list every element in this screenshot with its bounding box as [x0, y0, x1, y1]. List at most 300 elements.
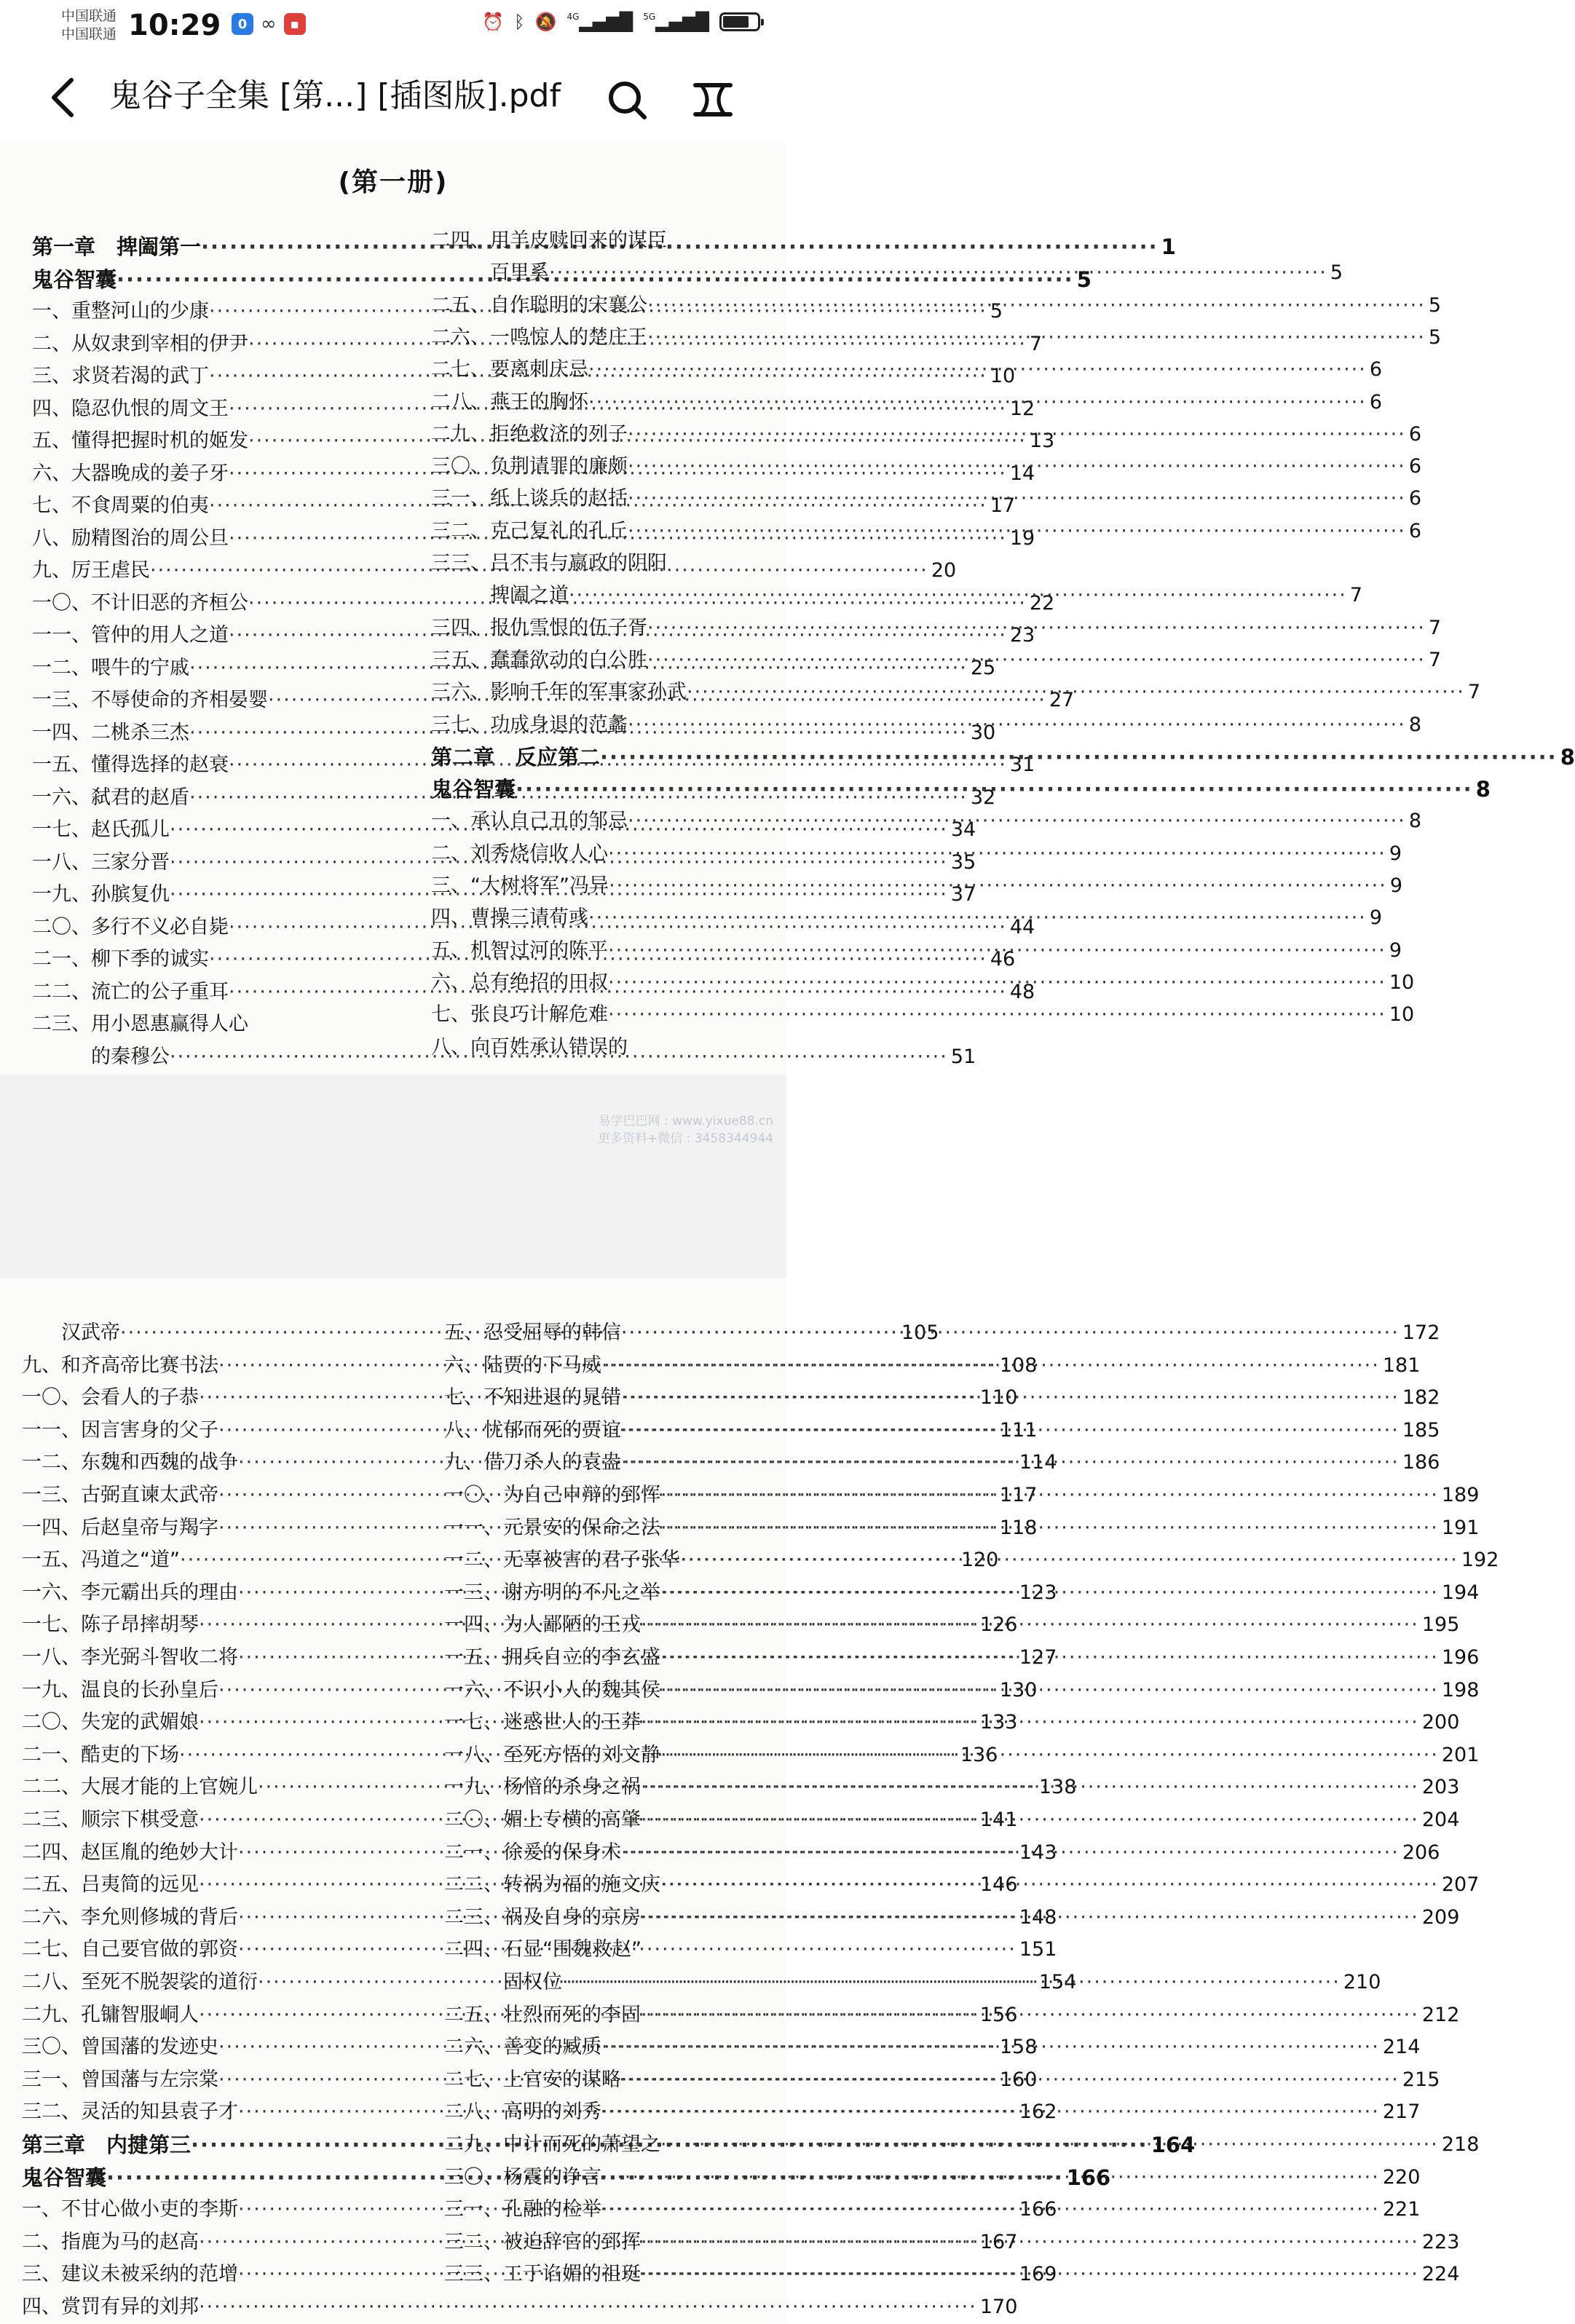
dot-leader	[248, 1008, 386, 1041]
toc-page-number: 110	[979, 1386, 1018, 1410]
toc-page-number: 136	[960, 1743, 998, 1766]
search-button[interactable]	[601, 74, 652, 125]
dot-leader	[621, 2063, 1400, 2097]
toc-entry[interactable]	[444, 1933, 808, 1967]
dot-leader	[647, 612, 1426, 645]
toc-page-number: 154	[1038, 1971, 1077, 1993]
toc-page-number: 7	[1349, 584, 1363, 607]
toc-entry-title: 一八、李光弼斗智收二将	[22, 1646, 238, 1669]
toc-page-number: 221	[1382, 2198, 1421, 2221]
toc-page-number: 218	[1441, 2133, 1480, 2156]
toc-page-number: 51	[950, 1045, 976, 1068]
carrier-labels	[61, 7, 117, 44]
toc-entry-title: 一三、谢方明的不凡之举	[444, 1581, 660, 1604]
toc-entry-title: 一〇、为自己申辩的郅恽	[444, 1484, 660, 1506]
toc-entry-title: 二〇、多行不义必自毙	[32, 915, 229, 938]
dot-leader	[628, 482, 1406, 515]
dot-leader	[680, 1544, 1458, 1577]
dot-leader	[621, 1414, 1400, 1447]
toc-entry-title: 三三、吕不韦与嬴政的阴阳	[431, 552, 667, 574]
toc-entry-title: 二五、自作聪明的宋襄公	[431, 293, 647, 317]
toc-entry-title: 一七、陈子昂摔胡琴	[22, 1613, 199, 1637]
dot-leader	[628, 450, 1406, 483]
toc-entry-title: 三、建议未被采纳的范增	[22, 2263, 238, 2286]
toc-page-number: 167	[979, 2230, 1018, 2253]
more-menu-button[interactable]	[687, 74, 738, 125]
toc-page-number: 215	[1402, 2068, 1440, 2091]
toc-page-number: 5	[1428, 293, 1442, 317]
toc-page-number: 7	[1428, 648, 1442, 671]
toc-page-number: 9	[1389, 874, 1403, 897]
toc-page-number: 48	[1009, 980, 1035, 1003]
toc-page-number	[807, 224, 810, 258]
toc-entry-title: 二〇、失宠的武媚娘	[22, 1711, 199, 1734]
dot-leader	[641, 1771, 1419, 1804]
signal-icon-1: $^{4G}$▂▄▆█	[567, 12, 633, 32]
link-icon: ∞	[261, 13, 277, 35]
toc-entry-title: 汉武帝	[22, 1321, 120, 1344]
toc-page-number: 6	[1408, 422, 1422, 446]
dot-leader	[641, 2258, 1419, 2291]
toc-page-number: 17	[990, 494, 1016, 517]
toc-page-number: 25	[970, 656, 996, 679]
toc-entry-title: 二三、用小恩惠赢得人心	[32, 1013, 248, 1035]
toc-entry-title: 一五、懂得选择的赵衰	[32, 754, 229, 776]
toc-entry-title: 一六、弑君的赵盾	[32, 786, 189, 809]
volume-title: (第一册)	[338, 167, 449, 197]
toc-entry-title: 鬼谷智囊	[431, 777, 516, 802]
toc-entry-title: 三六、影响千年的军事家孙武	[431, 681, 687, 704]
toc-page-number: 169	[1019, 2263, 1057, 2286]
toc-entry-title: 二八、至死不脱袈裟的道衍	[22, 1971, 258, 1993]
toc-page-number: 8	[1475, 777, 1491, 802]
toc-page-number: 34	[950, 818, 976, 841]
toc-entry-title: 二六、一鸣惊人的楚庄王	[431, 325, 647, 349]
dot-leader	[608, 837, 1386, 871]
toc-page-number: 191	[1441, 1516, 1480, 1539]
toc-entry[interactable]	[431, 289, 1442, 323]
toc-page-number: 8	[1408, 713, 1422, 736]
dot-leader	[621, 1381, 1400, 1415]
toc-entry-title: 一一、元景安的保命之法	[444, 1516, 660, 1539]
network-type-1: 4G	[567, 12, 580, 22]
pdf-page-2[interactable]	[0, 1278, 1499, 2323]
toc-entry-title: 二八、高明的刘秀	[444, 2100, 601, 2124]
toc-page-number: 217	[1382, 2100, 1421, 2124]
dot-leader	[628, 708, 1406, 742]
dot-leader	[647, 644, 1426, 677]
toc-page-number: 6	[1408, 519, 1422, 542]
toc-entry-title: 一九、温良的长孙皇后	[22, 1678, 218, 1702]
toc-entry-title: 二、刘秀烧信收人心	[431, 842, 608, 865]
notification-icons	[232, 13, 306, 35]
dot-leader	[628, 805, 1406, 838]
dot-leader	[687, 676, 1465, 709]
toc-entry[interactable]	[22, 2291, 1018, 2324]
dot-leader	[549, 256, 1327, 290]
toc-entry-title: 一四、二桃杀三杰	[32, 721, 189, 744]
toc-page-number: 120	[960, 1549, 999, 1572]
toc-page-number: 181	[1382, 1353, 1421, 1377]
toc-page-number: 5	[990, 300, 1003, 323]
toc-entry-title: 三一、曾国藩与左宗棠	[22, 2068, 218, 2091]
red-app-icon: ▪	[284, 13, 306, 35]
toc-entry-title: 一八、至死方悟的刘文静	[444, 1743, 660, 1766]
dot-leader	[588, 353, 1367, 387]
toc-page-number: 1	[1161, 234, 1176, 259]
toc-entry-title: 三、求贤若渴的武丁	[32, 365, 209, 387]
toc-entry-title: 九、借刀杀人的袁盎	[444, 1451, 621, 1474]
toc-page-number	[386, 1008, 389, 1041]
toc-entry-title: 七、不知进退的晁错	[444, 1386, 621, 1410]
dot-leader	[609, 869, 1387, 903]
dot-leader	[516, 772, 1473, 806]
toc-entry-title: 二六、善变的臧质	[444, 2036, 601, 2059]
dot-leader	[601, 2161, 1380, 2194]
toc-entry-title: 第三章 内揵第三	[22, 2133, 192, 2157]
dot-leader	[608, 966, 1386, 1000]
toc-page-number: 105	[901, 1321, 939, 1344]
dot-leader	[588, 386, 1367, 419]
toc-entry[interactable]	[32, 1008, 389, 1041]
toc-page-number: 138	[1038, 1776, 1077, 1799]
toc-page-number: 166	[1066, 2165, 1111, 2190]
toc-page-number: 6	[1408, 455, 1422, 478]
back-button[interactable]	[33, 68, 92, 127]
toc-entry-title: 五、机智过河的陈平	[431, 938, 608, 962]
toc-page-number: 207	[1441, 1873, 1480, 1897]
dot-leader	[660, 1674, 1439, 1707]
toc-page-number: 206	[1402, 1841, 1440, 1864]
toc-entry-title: 九、和齐高帝比赛书法	[22, 1353, 218, 1377]
toc-page-number: 192	[1461, 1549, 1499, 1572]
toc-page-number: 204	[1421, 1809, 1460, 1831]
dot-leader	[667, 224, 807, 258]
toc-entry-title: 三〇、曾国藩的发迹史	[22, 2036, 218, 2059]
toc-page-number: 8	[1408, 810, 1422, 833]
toc-entry-title: 一、重整河山的少康	[32, 300, 209, 323]
toc-entry-title: 一七、赵氏孤儿	[32, 818, 170, 841]
toc-entry[interactable]	[431, 998, 1415, 1032]
toc-entry-title: 三五、蠢蠢欲动的白公胜	[431, 648, 647, 671]
toc-entry-title: 第二章 反应第二	[431, 744, 601, 770]
watermark-line-2: 更多资料+微信 : 3458344944	[598, 1131, 773, 1146]
dot-leader	[601, 1349, 1380, 1383]
dot-leader	[647, 321, 1426, 355]
toc-entry-title: 三四、报仇雪恨的伍子胥	[431, 616, 647, 639]
toc-page-number: 162	[1019, 2100, 1057, 2124]
toc-entry-title: 二二、流亡的公子重耳	[32, 980, 229, 1003]
status-bar	[0, 0, 786, 52]
toc-page-number: 118	[999, 1516, 1038, 1539]
toc-page-number: 214	[1382, 2036, 1421, 2059]
toc-entry-title: 三三、工于谄媚的祖珽	[444, 2263, 641, 2286]
carrier-2: 中国联通	[61, 26, 117, 42]
dot-leader	[641, 1901, 1419, 1934]
toc-page-number: 14	[1009, 462, 1035, 485]
toc-entry-title: 二六、李允则修城的背后	[22, 1905, 238, 1929]
toc-page-number: 158	[999, 2036, 1038, 2059]
toc-page-number: 27	[1049, 689, 1075, 711]
toc-entry-title: 一二、无辜被害的君子张华	[444, 1549, 680, 1572]
toc-entry-title: 二二、大展才能的上官婉儿	[22, 1776, 258, 1799]
toc-entry-title: 二、指鹿为马的赵高	[22, 2230, 199, 2253]
dot-leader	[600, 740, 1558, 774]
toc-entry-title: 一三、不辱使命的齐相晏婴	[32, 689, 268, 711]
toc-page-number: 160	[999, 2068, 1038, 2091]
toc-page-number: 37	[950, 883, 976, 906]
toc-entry-title: 六、大器晚成的姜子牙	[32, 462, 229, 485]
toc-entry-title: 一〇、会看人的子恭	[22, 1386, 199, 1410]
toc-entry-title: 一〇、不计旧恶的齐桓公	[32, 591, 248, 614]
toc-page-number: 198	[1441, 1678, 1480, 1702]
toc-page-number: 7	[1029, 332, 1043, 355]
toc-page-number: 186	[1402, 1451, 1440, 1474]
toc-entry-title: 的秦穆公	[32, 1045, 170, 1068]
toc-entry[interactable]	[431, 321, 1442, 355]
dot-leader	[641, 1706, 1419, 1739]
toc-entry-title: 一九、孙膑复仇	[32, 883, 170, 906]
toc-entry-title: 三一、纸上谈兵的赵括	[431, 487, 628, 510]
toc-entry-title: 三、“大树将军”冯异	[431, 874, 609, 897]
toc-entry-title: 二三、顺宗下棋受意	[22, 1809, 199, 1831]
toc-page-number: 9	[1389, 842, 1402, 865]
toc-entry-title: 二一、徐爰的保身术	[444, 1841, 621, 1864]
toc-page-number: 170	[979, 2296, 1018, 2318]
toc-page-number: 9	[1369, 906, 1383, 930]
toc-entry-title: 三二、被迫辞官的郅挥	[444, 2230, 641, 2253]
dot-leader	[642, 1933, 805, 1967]
toc-entry-title: 三〇、杨震的诤言	[444, 2165, 601, 2189]
toc-page-number: 8	[1560, 744, 1575, 770]
toc-page-number: 201	[1441, 1743, 1480, 1766]
toc-page-number: 114	[1019, 1451, 1057, 1474]
toc-page-number: 182	[1402, 1386, 1440, 1410]
toc-entry-title: 三一、孔融的检举	[444, 2198, 601, 2221]
toc-entry-title: 二九、孔镛智服峒人	[22, 2003, 199, 2026]
toc-page-number: 166	[1019, 2198, 1057, 2221]
toc-page-number: 203	[1421, 1776, 1460, 1799]
dot-leader	[660, 1511, 1439, 1545]
toc-entry-title: 二四、石显“围魏救赵”	[444, 1938, 642, 1961]
toc-entry-title: 二四、用羊皮赎回来的谋臣	[431, 229, 667, 252]
toc-entry-title: 一三、古弼直谏太武帝	[22, 1484, 218, 1506]
toc-entry-title: 三二、灵活的知县袁子才	[22, 2100, 238, 2124]
toc-entry-title: 二〇、媚上专横的高肇	[444, 1809, 641, 1831]
toc-entry-title: 二一、柳下季的诚实	[32, 948, 209, 971]
dot-leader	[628, 1031, 807, 1064]
toc-entry-title: 一四、后赵皇帝与羯字	[22, 1516, 218, 1539]
toc-page-number: 189	[1441, 1484, 1480, 1506]
dot-leader	[199, 2291, 977, 2324]
toc-page-number: 46	[990, 948, 1016, 971]
toc-page-number: 20	[931, 559, 957, 582]
toc-page-number: 195	[1421, 1613, 1460, 1637]
toc-entry-title: 三〇、负荆请罪的廉颇	[431, 455, 628, 478]
toc-entry-title: 一、承认自己丑的邹忌	[431, 810, 628, 833]
toc-entry-title: 第一章 捭阖第一	[32, 234, 202, 259]
toc-entry-title: 八、向百姓承认错误的	[431, 1035, 628, 1059]
pdf-page-1[interactable]	[0, 143, 1575, 1075]
dot-leader	[660, 2128, 1439, 2162]
dot-leader	[628, 515, 1406, 548]
toc-page-number: 146	[979, 1873, 1018, 1897]
toc-page-number: 172	[1402, 1321, 1440, 1344]
toc-entry-title: 一、不甘心做小吏的李斯	[22, 2198, 238, 2221]
dot-leader	[621, 1446, 1400, 1479]
toc-page-number: 10	[1389, 971, 1415, 994]
dot-leader	[647, 289, 1426, 323]
toc-entry-title: 固权位	[444, 1971, 562, 1993]
toc-entry-title: 二二、转祸为福的施文庆	[444, 1873, 660, 1897]
toc-entry-title: 一七、迷惑世人的王莽	[444, 1711, 641, 1734]
toc-page-number: 126	[979, 1613, 1018, 1637]
toc-page-number: 133	[979, 1711, 1018, 1734]
dot-leader	[667, 547, 807, 580]
toc-page-number: 143	[1019, 1841, 1057, 1864]
toc-entry-title: 一一、管仲的用人之道	[32, 624, 229, 647]
toc-page-number: 5	[1330, 261, 1343, 285]
alarm-icon: ⏰	[482, 12, 505, 32]
toc-page-number	[807, 1031, 810, 1064]
dot-leader	[660, 1479, 1439, 1512]
document-title: 鬼谷子全集 [第...] [插图版].pdf	[109, 77, 561, 114]
toc-entry-title: 二、从奴隶到宰相的伊尹	[32, 332, 248, 355]
toc-page-number: 209	[1421, 1905, 1460, 1929]
toc-entry-title: 二七、自己要官做的郭资	[22, 1938, 238, 1961]
toc-entry[interactable]	[431, 547, 810, 580]
toc-page-number: 185	[1402, 1418, 1440, 1442]
toc-entry[interactable]	[431, 224, 810, 258]
watermark-line-1: 易学巴巴网 : www.yixue88.cn	[598, 1114, 773, 1129]
toc-entry[interactable]	[431, 256, 1343, 290]
toc-entry-title: 三二、克己复礼的孔丘	[431, 519, 628, 542]
dot-leader	[641, 1999, 1419, 2032]
toc-entry-title: 一五、冯道之“道”	[22, 1549, 180, 1572]
toc-entry-title: 二五、吕夷简的远见	[22, 1873, 199, 1897]
toc-page-number: 156	[979, 2003, 1018, 2026]
toc-entry-title: 五、懂得把握时机的姬发	[32, 430, 248, 452]
toc-entry-title: 四、隐忍仇恨的周文王	[32, 397, 229, 420]
toc-page-number: 31	[1009, 754, 1035, 776]
toc-entry-title: 二九、中计而死的萧望之	[444, 2133, 660, 2156]
toc-page-number: 123	[1019, 1581, 1057, 1604]
toc-page-number: 19	[1009, 526, 1035, 550]
toc-page-number: 108	[999, 1353, 1038, 1377]
dot-leader	[621, 1836, 1400, 1870]
toc-page-number: 10	[990, 365, 1016, 387]
menu-icon	[691, 78, 735, 122]
toc-page-number: 23	[1009, 624, 1035, 647]
toc-page-number: 164	[1150, 2133, 1196, 2157]
toc-entry-title: 七、不食周粟的伯夷	[32, 494, 209, 517]
toc-page-number: 44	[1009, 915, 1035, 938]
toc-page-number: 151	[1019, 1938, 1057, 1961]
toc-entry-title: 一二、东魏和西魏的战争	[22, 1451, 238, 1474]
toc-page-number: 5	[1076, 266, 1092, 292]
toc-entry-title: 鬼谷智囊	[32, 266, 117, 292]
toc-entry-title: 二八、燕王的胸怀	[431, 390, 588, 414]
toc-page-number: 7	[1467, 681, 1481, 704]
toc-page-number: 6	[1369, 390, 1383, 414]
dot-leader	[621, 1316, 1400, 1350]
toc-page-number: 5	[1428, 325, 1442, 349]
watermark-text	[598, 1112, 773, 1147]
toc-page-number: 141	[979, 1809, 1018, 1831]
toc-page-number: 224	[1421, 2263, 1460, 2286]
toc-page-number: 6	[1369, 358, 1383, 382]
dot-leader	[601, 2031, 1380, 2064]
toc-entry-title: 一四、为人鄙陋的王戎	[444, 1613, 641, 1637]
toc-entry-title: 二七、要离刺庆忌	[431, 358, 588, 382]
toc-page-number: 223	[1421, 2230, 1460, 2253]
toc-page-number: 200	[1421, 1711, 1460, 1734]
toc-entry-title: 九、厉王虐民	[32, 559, 150, 582]
toc-page-number: 127	[1019, 1646, 1057, 1669]
toc-entry-title: 二五、壮烈而死的李固	[444, 2003, 641, 2026]
toc-entry-title: 一六、李元霸出兵的理由	[22, 1581, 238, 1604]
dot-leader	[569, 579, 1347, 612]
toc-page-number: 22	[1029, 591, 1055, 614]
toc-page-number: 12	[1009, 397, 1035, 420]
toc-page-number: 10	[1389, 1003, 1415, 1027]
toc-entry-title: 二四、赵匡胤的绝妙大计	[22, 1841, 238, 1864]
dot-leader	[641, 2226, 1419, 2259]
toc-entry-title: 一六、不识小人的魏其侯	[444, 1678, 660, 1702]
toc-entry-title: 二一、酷吏的下场	[22, 1743, 179, 1766]
toc-entry-title: 一五、拥兵自立的李玄盛	[444, 1646, 660, 1669]
toc-page-number: 6	[1408, 487, 1422, 510]
search-icon	[605, 78, 649, 122]
dot-leader	[601, 2095, 1380, 2129]
toc-entry[interactable]	[431, 1031, 810, 1064]
toc-entry-title: 捭阖之道	[431, 584, 569, 607]
toc-entry-title: 四、赏罚有异的刘邦	[22, 2296, 199, 2318]
toc-page-number: 196	[1441, 1646, 1480, 1669]
app-notification-icon: 0	[232, 13, 253, 35]
dot-leader	[628, 418, 1406, 451]
toc-entry-title: 六、陆贾的下马威	[444, 1353, 601, 1377]
toc-entry-title: 一一、因言害身的父子	[22, 1418, 218, 1442]
toc-entry-title: 八、忧郁而死的贾谊	[444, 1418, 621, 1442]
toc-entry-title: 百里奚	[431, 261, 549, 285]
signal-icon-2: $^{5G}$▂▄▆█	[643, 12, 709, 32]
battery-icon	[719, 12, 760, 31]
mute-icon: 🔕	[534, 12, 557, 32]
network-type-2: 5G	[643, 12, 656, 22]
toc-page-number: 111	[999, 1418, 1038, 1442]
page-gap	[0, 1075, 786, 1278]
toc-entry-title: 一九、杨愔的杀身之祸	[444, 1776, 641, 1799]
toc-page-number: 220	[1382, 2165, 1421, 2189]
toc-entry-title: 八、励精图治的周公旦	[32, 526, 229, 550]
toc-page-number: 148	[1019, 1905, 1057, 1929]
dot-leader	[660, 1739, 1439, 1772]
toc-page-number: 212	[1421, 2003, 1460, 2026]
dot-leader	[601, 2193, 1380, 2226]
toc-entry-title: 二九、拒绝救济的列子	[431, 422, 628, 446]
toc-page-number: 32	[970, 786, 996, 809]
dot-leader	[588, 901, 1367, 935]
toc-page-number	[807, 547, 810, 580]
dot-leader	[660, 1868, 1439, 1902]
toc-entry-title: 鬼谷智囊	[22, 2165, 107, 2190]
dot-leader	[641, 1803, 1419, 1837]
toc-entry-title: 五、忍受屈辱的韩信	[444, 1321, 621, 1344]
app-header	[0, 52, 786, 143]
toc-entry-title: 六、总有绝招的田叔	[431, 971, 608, 994]
bluetooth-icon: ᛒ	[514, 12, 525, 32]
